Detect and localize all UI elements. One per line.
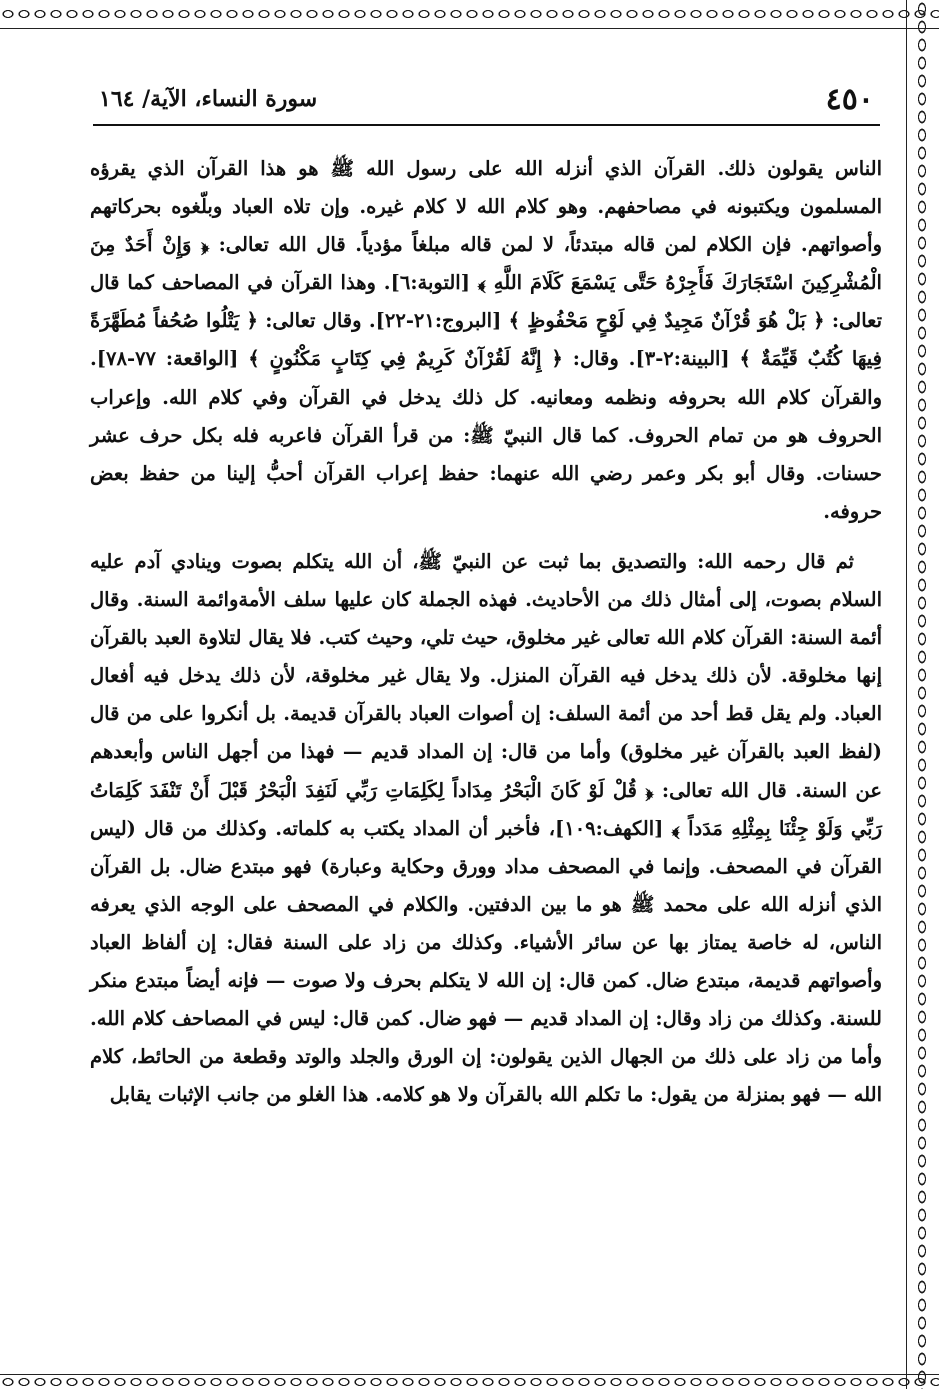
body-text [90,150,882,1340]
paragraph-2: ثم قال رحمه الله: والتصديق بما ثبت عن النبيّ ﷺ، أن الله يتكلم بصوت وينادي آدم عليه السلام بصوت، إلى أمثال ذلك من الأحاديث. فهذه الجملة كان عليها سلف الأمةوائمة السنة. وقال أئمة السنة: القرآن كلام الله تعالى غير مخلوق، حيث تلي، وحيث كتب. فلا يقال لتلاوة العبد بالقرآن إنها مخلوقة. لأن ذلك يدخل فيه القرآن المنزل. ولا يقال غير مخلوقة، لأن ذلك يدخل فيه أفعال العباد. ولم يقل قط أحد من أئمة السلف: إن أصوات العباد بالقرآن قديمة. بل أنكروا على من قال (لفظ العبد بالقرآن غير مخلوق) وأما من قال: إن المداد قديم — فهذا من أجهل الناس وأبعدهم عن السنة. قال الله تعالى: ﴿ قُلْ لَوْ كَانَ الْبَحْرُ مِدَاداً لِكَلِمَاتِ رَبِّي لَنَفِدَ الْبَحْرُ قَبْلَ أَنْ تَنْفَدَ كَلِمَاتُ رَبِّي وَلَوْ جِئْنَا بِمِثْلِهِ مَدَداً ﴾ [الكهف:١٠٩]، فأخبر أن المداد يكتب به كلماته. وكذلك من قال (ليس القرآن في المصحف. وإنما في المصحف مداد وورق وحكاية وعبارة) فهو مبتدع ضال. بل القرآن الذي أنزله الله على محمد ﷺ هو ما بين الدفتين. والكلام في المصحف على الوجه الذي يعرفه الناس، له خاصة يمتاز بها عن سائر الأشياء. وكذلك من زاد على السنة فقال: إن ألفاظ العباد وأصواتهم قديمة، مبتدع ضال. كمن قال: إن الله لا يتكلم بحرف ولا صوت — فإنه أيضاً مبتدع منكر للسنة. وكذلك من زاد وقال: إن المداد قديم — فهو ضال. كمن قال: ليس في المصاحف كلام الله. وأما من زاد على ذلك من الجهال الذين يقولون: إن الورق والجلد والوتد وقطعة من الحائط، كلام الله — فهو بمنزلة من يقول: ما تكلم الله بالقرآن ولا هو كلامه. هذا الغلو من جانب الإثبات يقابل [90,549,882,1107]
ornamental-border-bottom [0,1374,939,1389]
ornamental-border-top [0,0,939,29]
paragraph-1: الناس يقولون ذلك. القرآن الذي أنزله الله على رسول الله ﷺ هو هذا القرآن الذي يقرؤه المسلمون ويكتبونه في مصاحفهم. وهو كلام الله لا كلام غيره. وإن تلاه العباد وبلّغوه بحركاتهم وأصواتهم. فإن الكلام لمن قاله مبتدئاً، لا لمن قاله مبلغاً مؤدياً. قال الله تعالى: ﴿ وَإِنْ أَحَدٌ مِنَ الْمُشْرِكِينَ اسْتَجَارَكَ فَأَجِرْهُ حَتَّى يَسْمَعَ كَلَامَ اللَّهِ ﴾ [التوبة:٦]. وهذا القرآن في المصاحف كما قال تعالى: ﴿ بَلْ هُوَ قُرْآنٌ مَجِيدٌ فِي لَوْحٍ مَحْفُوظٍ ﴾ [البروج:٢١-٢٢]. وقال تعالى: ﴿ يَتْلُوا صُحُفاً مُطَهَّرَةً فِيهَا كُتُبٌ قَيِّمَةٌ ﴾ [البينة:٢-٣]. وقال: ﴿ إِنَّهُ لَقُرْآنٌ كَرِيمٌ فِي كِتَابٍ مَكْنُونٍ ﴾ [الواقعة: ٧٧-٧٨]. والقرآن كلام الله بحروفه ونظمه ومعانيه. كل ذلك يدخل في القرآن وفي كلام الله. وإعراب الحروف هو من تمام الحروف. كما قال النبيّ ﷺ: من قرأ القرآن فاعربه فله بكل حرف عشر حسنات. وقال أبو بكر وعمر رضي الله عنهما: حفظ إعراب القرآن أحبُّ إلينا من حفظ بعض حروفه. [90,157,883,523]
running-title: سورة النساء، الآية/ ١٦٤ [99,86,318,112]
page-header [93,82,880,126]
page-number: ٤٥٠ [825,82,874,117]
ornamental-border-right [906,0,939,1389]
